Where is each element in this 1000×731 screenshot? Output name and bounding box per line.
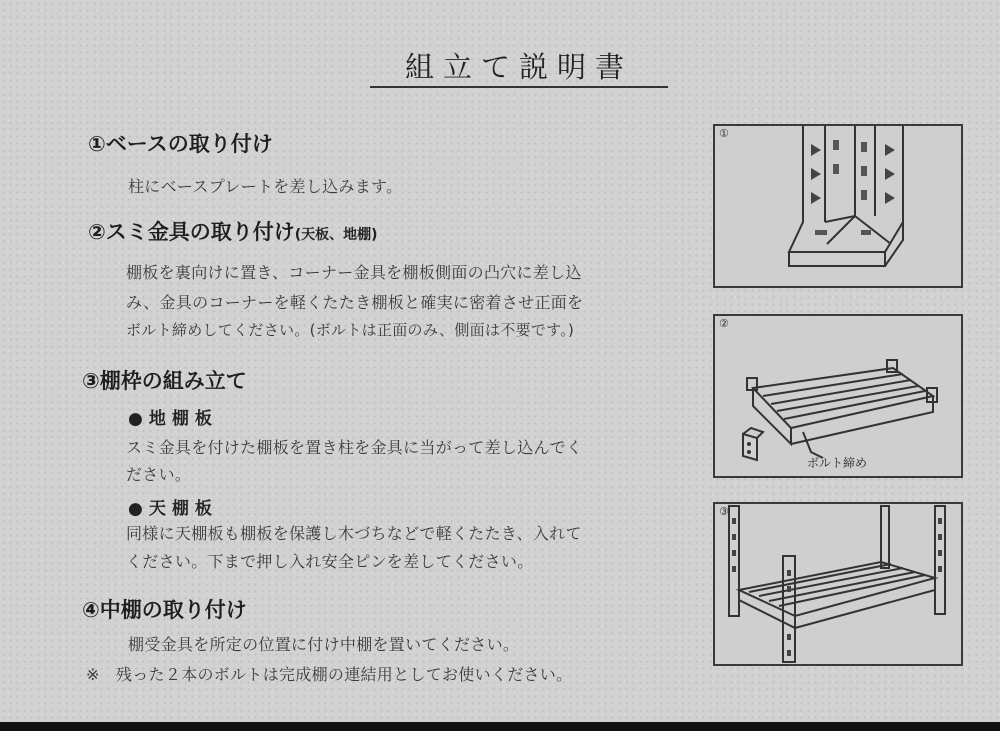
section-2-heading-main: ②スミ金具の取り付け xyxy=(88,220,295,244)
figure-3-label: ③ xyxy=(719,505,729,518)
section-1-heading: ①ベースの取り付け xyxy=(88,132,273,156)
section-3b-line-2: ください。下まで押し入れ安全ピンを差してください。 xyxy=(126,552,534,571)
figure-2-drawing xyxy=(715,316,961,476)
section-3a-line-1: スミ金具を付けた棚板を置き柱を金具に当がって差し込んでく xyxy=(126,438,583,457)
page-title: 組立て説明書 xyxy=(404,50,633,84)
section-2-heading-sub: (天板、地棚) xyxy=(294,227,378,243)
figure-3-drawing xyxy=(715,504,961,664)
title-underline xyxy=(370,86,668,88)
section-2-heading xyxy=(88,216,378,246)
section-1-line-1: 柱にベースプレートを差し込みます。 xyxy=(128,177,403,196)
bottom-border xyxy=(0,722,1000,731)
bullet-ground-shelf: ●地棚板 xyxy=(128,409,218,429)
figure-2-callout: ボルト締め xyxy=(807,456,868,470)
figure-corner-bracket xyxy=(713,314,963,478)
figure-base-plate xyxy=(713,124,963,288)
section-2-line-1: 棚板を裏向けに置き、コーナー金具を棚板側面の凸穴に差し込 xyxy=(126,263,582,282)
section-2-line-2: み、金具のコーナーを軽くたたき棚板と確実に密着させ正面を xyxy=(126,293,584,312)
figure-1-label: ① xyxy=(719,127,729,140)
bullet-top-shelf: ●天棚板 xyxy=(128,499,218,519)
section-3b-line-1: 同様に天棚板も棚板を保護し木づちなどで軽くたたき、入れて xyxy=(126,524,582,543)
section-4-line-1: 棚受金具を所定の位置に付け中棚を置いてください。 xyxy=(128,635,520,654)
section-3-heading: ③棚枠の組み立て xyxy=(82,369,247,393)
section-3a-line-2: ださい。 xyxy=(126,465,192,484)
footnote: ※ 残った２本のボルトは完成棚の連結用としてお使いください。 xyxy=(86,665,573,684)
section-2-line-3: ボルト締めしてください。(ボルトは正面のみ、側面は不要です。) xyxy=(126,321,575,339)
figure-middle-shelf xyxy=(713,502,963,666)
section-4-heading: ④中棚の取り付け xyxy=(82,598,247,622)
figure-2-label: ② xyxy=(719,317,729,330)
figure-1-drawing xyxy=(715,126,961,286)
